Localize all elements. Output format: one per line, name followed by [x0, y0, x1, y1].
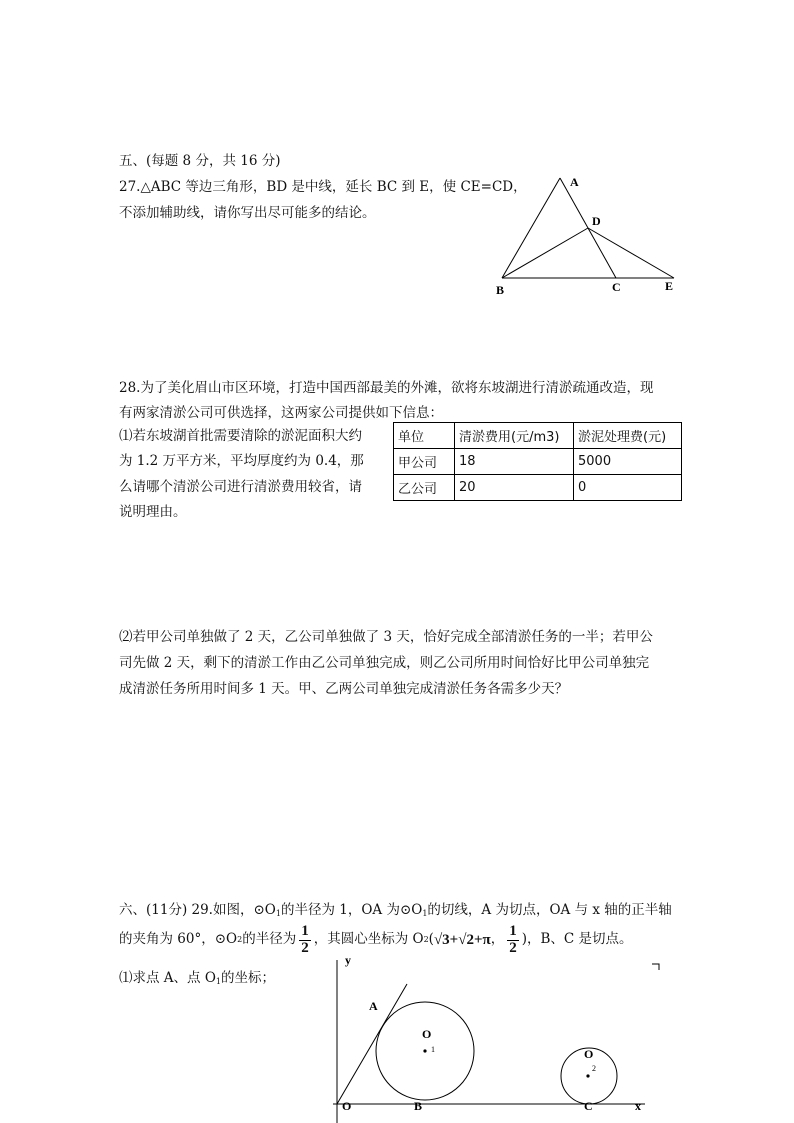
q28-part1-line: 为 1.2 万平方米，平均厚度约为 0.4，那	[119, 453, 364, 469]
table-header-cell: 单位	[394, 423, 455, 449]
center-o1-dot	[423, 1049, 426, 1052]
fraction-denominator: 2	[301, 939, 309, 956]
line-ab	[502, 178, 560, 278]
q27-line2: 不添加辅助线，请你写出尽可能多的结论。	[119, 205, 376, 221]
section6-part1-text: 的坐标；	[221, 970, 275, 986]
subscript: 2	[423, 935, 429, 944]
subscript: 2	[237, 935, 243, 944]
table-cell: 乙公司	[394, 475, 455, 501]
section6-line1	[119, 904, 672, 918]
section6-line2-text: 的半径为	[242, 931, 297, 948]
q28-part2-line: ⑵若甲公司单独做了 2 天，乙公司单独做了 3 天，恰好完成全部清淤任务的一半；若甲公	[119, 629, 653, 645]
fraction-numerator: 1	[301, 922, 309, 939]
q28-part1-line: 么请哪个清淤公司进行清淤费用较省，请	[119, 479, 362, 495]
q27-line1: 27.△ABC 等边三角形，BD 是中线，延长 BC 到 E，使 CE=CD，	[119, 179, 527, 195]
table-header-cell: 清淤费用(元/m3)	[455, 423, 574, 449]
table-cell: 20	[455, 475, 574, 501]
label-x: x	[635, 1099, 641, 1113]
section6-line2-text: 的夹角为 60°，⊙O	[119, 931, 238, 948]
section6-line1-text: 的半径为 1，OA 为⊙O	[280, 902, 423, 918]
section6-part1-text: ⑴求点 A、点 O	[119, 970, 216, 986]
circles-figure	[325, 950, 665, 1123]
q28-part2-line: 成清淤任务所用时间多 1 天。甲、乙两公司单独完成清淤任务各需多少天？	[119, 681, 569, 697]
label-c: C	[612, 280, 621, 294]
label-o1-sub: 1	[431, 1045, 435, 1054]
fraction-one-half	[299, 924, 311, 957]
label-o2-sub: 2	[592, 1064, 596, 1073]
q28-part2-line: 司先做 2 天，剩下的清淤工作由乙公司单独完成，则乙公司所用时间恰好比甲公司单独完	[119, 655, 650, 671]
subscript: 1	[422, 909, 428, 918]
label-o1: O	[422, 1027, 432, 1041]
table-header-cell: 淤泥处理费(元)	[574, 423, 682, 449]
label-a: A	[570, 175, 579, 189]
label-d: D	[592, 214, 601, 228]
section6-line2-text: )，B、C 是切点。	[521, 931, 633, 948]
label-b: B	[414, 1099, 423, 1113]
center-x-expression: √3+√2+π	[433, 931, 491, 948]
fraction-denominator: 2	[509, 939, 517, 956]
table-cell: 5000	[574, 449, 682, 475]
q28-part1-line: 说明理由。	[119, 504, 187, 520]
triangle-figure	[490, 170, 690, 300]
section6-line2-text: ，	[490, 931, 505, 948]
section6-line2-text: (	[428, 931, 434, 948]
label-y: y	[345, 953, 351, 967]
table-header-row	[394, 423, 682, 449]
center-o2-dot	[586, 1074, 589, 1077]
section6-line1-text: 的切线，A 为切点，OA 与 x 轴的正半轴	[427, 902, 672, 918]
label-e: E	[665, 279, 674, 293]
section6-line2-text: ，其圆心坐标为 O	[313, 931, 424, 948]
section5-heading: 五、(每题 8 分，共 16 分)	[119, 153, 281, 169]
label-a: A	[369, 999, 378, 1013]
subscript: 1	[275, 909, 281, 918]
label-b: B	[496, 283, 505, 297]
label-o: O	[342, 1099, 352, 1113]
section6-part1	[119, 972, 275, 986]
corner-mark	[652, 964, 659, 970]
line-bd	[502, 228, 588, 278]
q28-part1-line: ⑴若东坡湖首批需要清除的淤泥面积大约	[119, 428, 362, 444]
subscript: 1	[215, 977, 221, 986]
company-info-table	[393, 422, 682, 501]
label-o2: O	[584, 1047, 594, 1061]
table-cell: 0	[574, 475, 682, 501]
label-c: C	[584, 1099, 593, 1113]
table-row	[394, 449, 682, 475]
fraction-numerator: 1	[509, 922, 517, 939]
section6-line1-text: 六、(11分) 29.如图，⊙O	[119, 902, 276, 918]
table-cell: 甲公司	[394, 449, 455, 475]
q28-intro-line2: 有两家清淤公司可供选择，这两家公司提供如下信息：	[119, 405, 443, 421]
q28-intro-line1: 28.为了美化眉山市区环境，打造中国西部最美的外滩，欲将东坡湖进行清淤疏通改造，现	[119, 380, 654, 396]
table-cell: 18	[455, 449, 574, 475]
line-de	[588, 228, 674, 278]
table-row	[394, 475, 682, 501]
